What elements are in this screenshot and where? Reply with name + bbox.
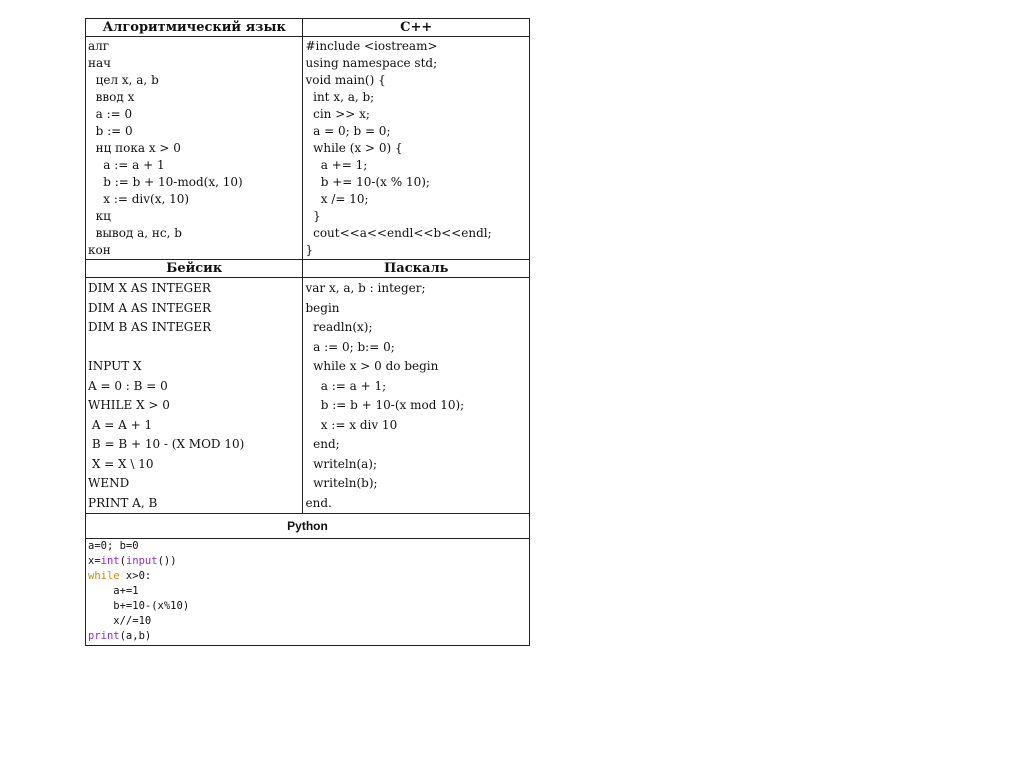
cell-basic [86, 278, 303, 514]
python-token: x>0: [119, 570, 152, 582]
header-algorithmic: Алгоритмический язык [86, 19, 303, 37]
python-line-1: a=0; b=0 [88, 540, 139, 552]
header-basic: Бейсик [86, 260, 303, 278]
code-cpp: #include <iostream> using namespace std; void main() { int x, a, b; cin >> x; a = 0; b = 0; while (x > 0) { a += 1; b += 10-(x % 10); x /= 10; } cout<<a<<endl<<b<<endl; } [305, 39, 492, 257]
python-line-2 [88, 555, 177, 567]
python-builtin-print: print [88, 630, 120, 642]
python-token: (a,b) [119, 630, 152, 642]
python-token: x= [88, 555, 101, 567]
cell-cpp [303, 37, 530, 260]
header-pascal: Паскаль [303, 260, 530, 278]
cell-algorithmic [86, 37, 303, 260]
python-line-6: x//=10 [88, 615, 152, 627]
python-line-5: b+=10-(x%10) [88, 600, 190, 612]
header-python: Python [86, 514, 530, 539]
code-basic: DIM X AS INTEGER DIM A AS INTEGER DIM B AS INTEGER INPUT X A = 0 : B = 0 WHILE X > 0 A = A + 1 B = B + 10 - (X MOD 10) X = X \ 10 WEND PRINT A, B [88, 281, 245, 510]
cell-python [86, 539, 530, 646]
python-line-3 [88, 570, 151, 582]
python-token: ()) [157, 555, 177, 567]
code-python [86, 539, 529, 644]
header-cpp: C++ [303, 19, 530, 37]
cell-pascal [303, 278, 530, 514]
python-line-7 [88, 630, 151, 642]
python-builtin-input: input [125, 555, 158, 567]
python-builtin-int: int [100, 555, 120, 567]
code-comparison-table [85, 18, 530, 646]
code-algorithmic: алг нач цел x, a, b ввод x a := 0 b := 0 нц пока x > 0 a := a + 1 b := b + 10-mod(x, 10) x := div(x, 10) кц вывод a, нс, b кон [88, 39, 243, 257]
python-line-4: a+=1 [88, 585, 139, 597]
python-keyword-while: while [88, 570, 120, 582]
code-pascal: var x, a, b : integer; begin readln(x); a := 0; b:= 0; while x > 0 do begin a := a + 1; b := b + 10-(x mod 10); x := x div 10 end; writeln(a); writeln(b); end. [305, 281, 465, 510]
python-token: ( [119, 555, 126, 567]
